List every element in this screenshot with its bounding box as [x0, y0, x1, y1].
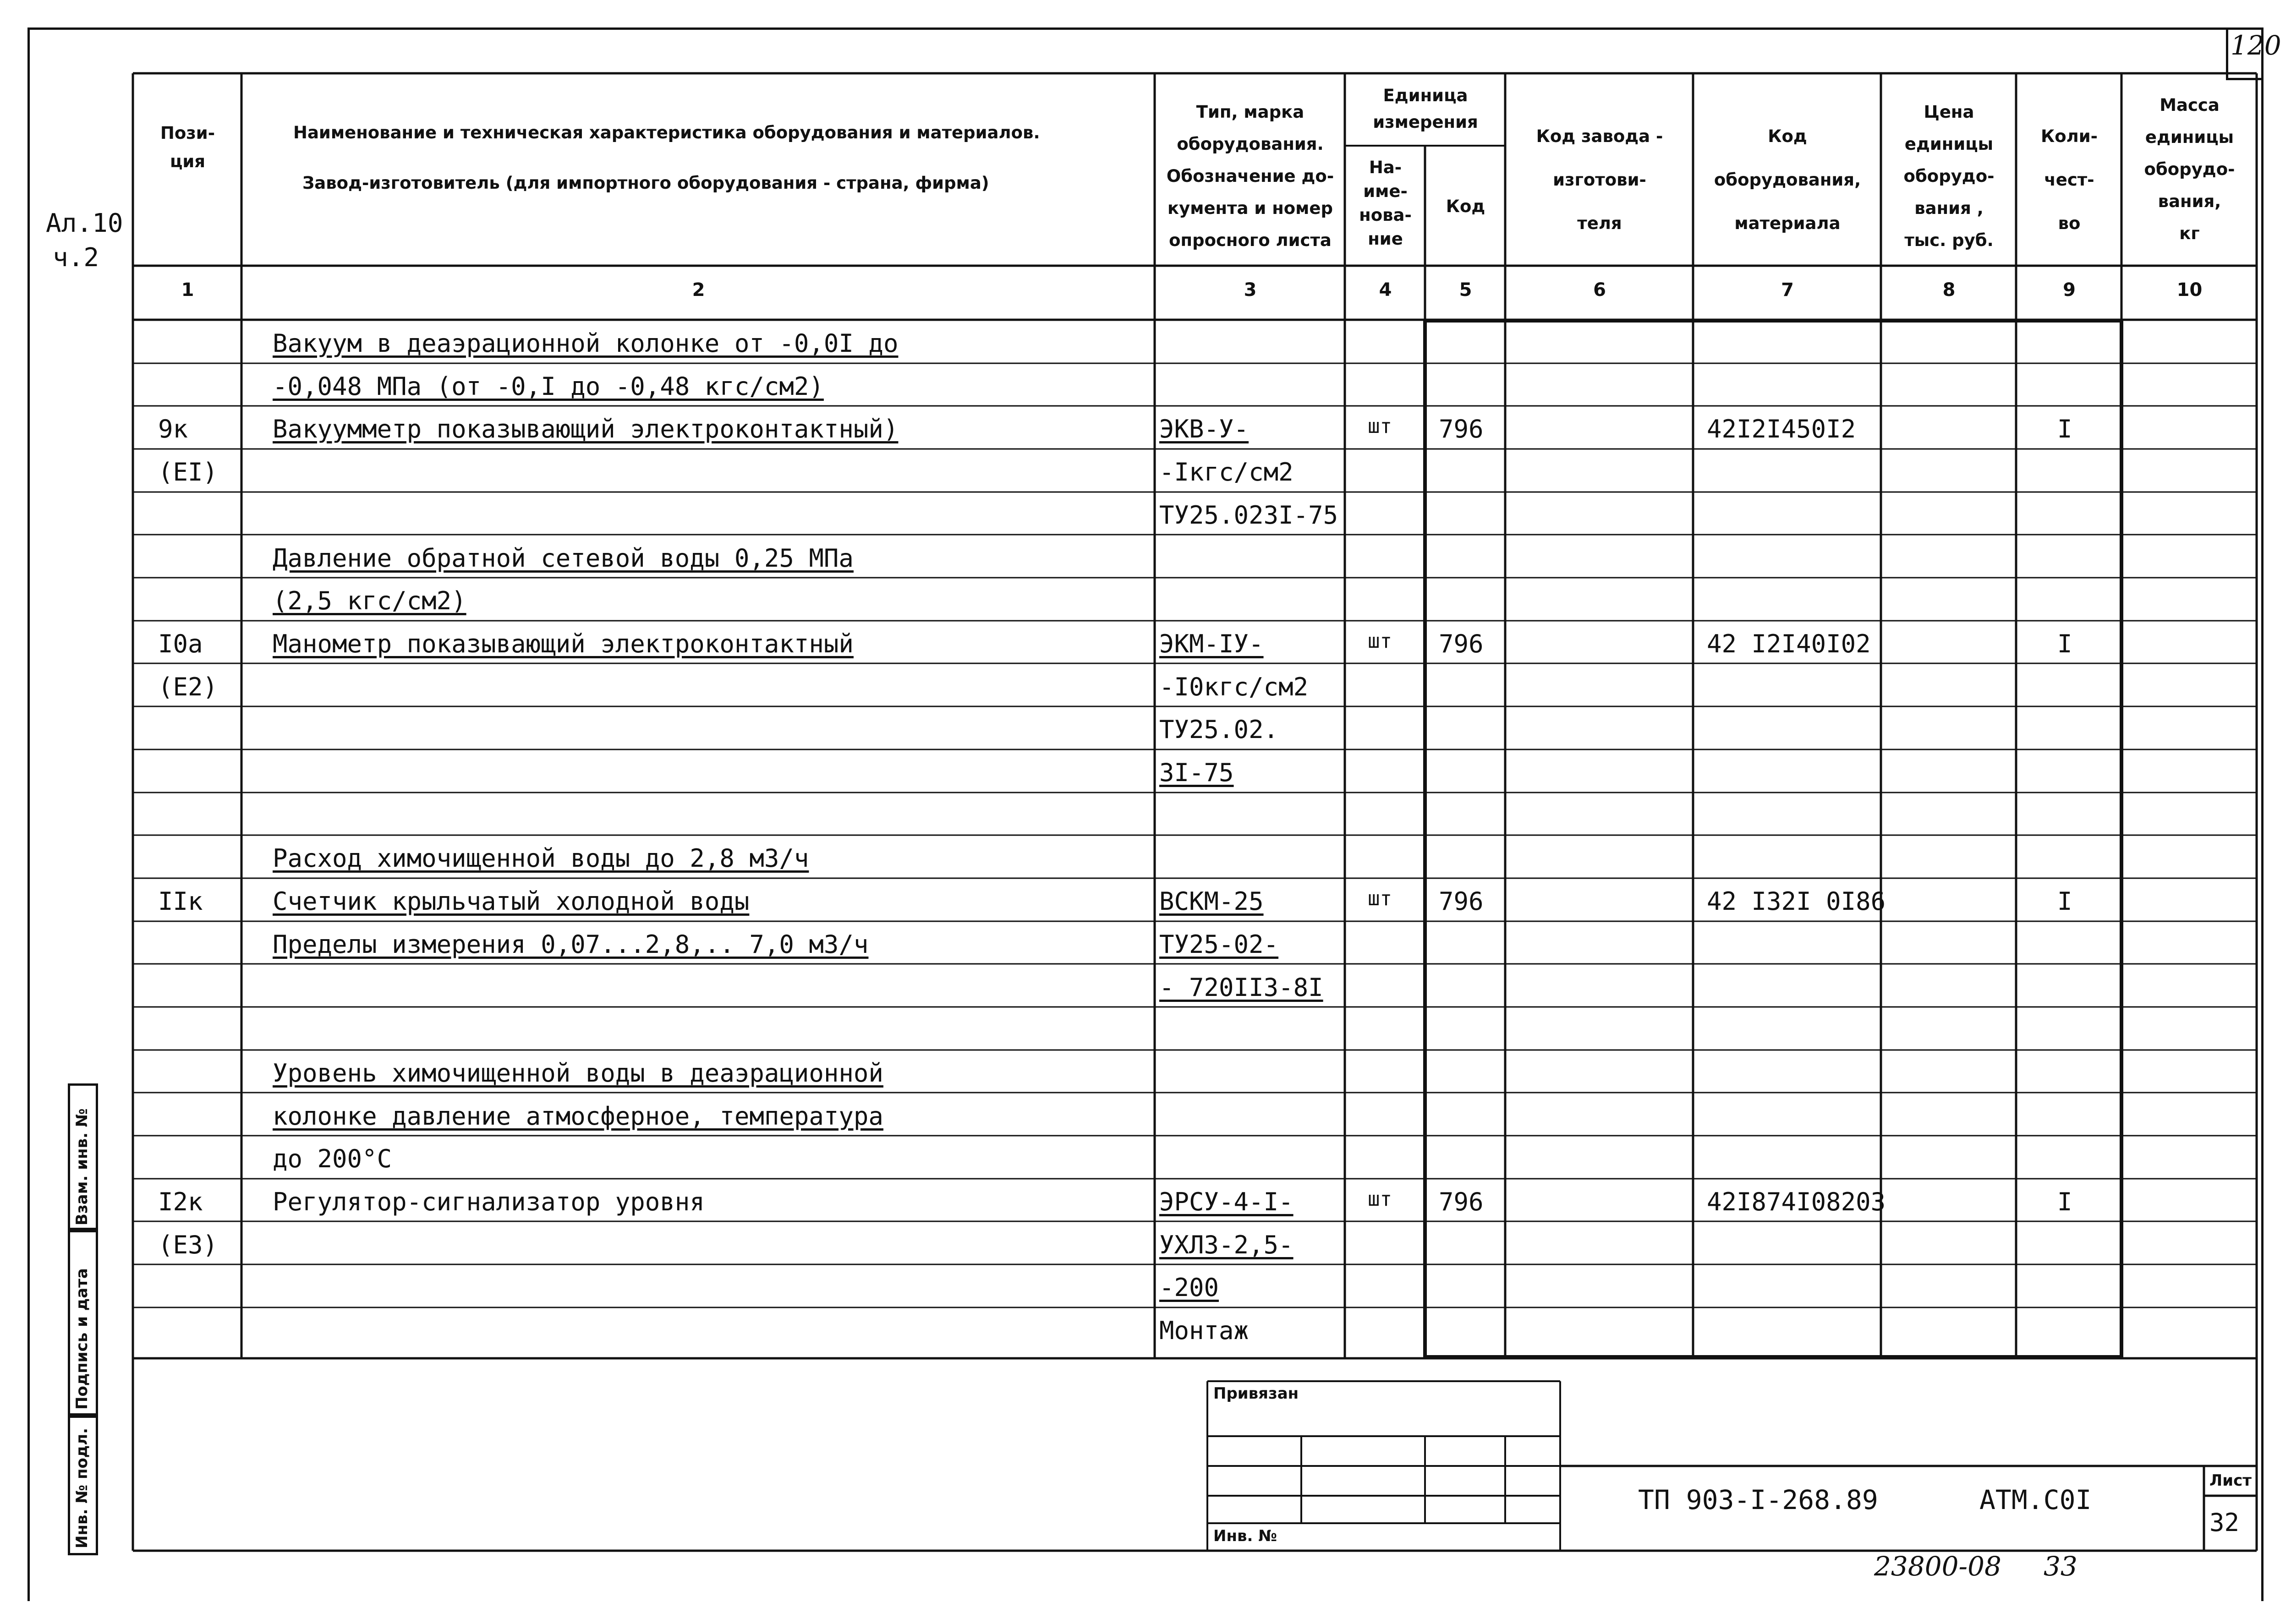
cell-type: - 720II3-8I — [1159, 973, 1323, 1002]
header-unit-name: На- име- нова- ние — [1359, 158, 1412, 249]
cell-quantity: I — [2057, 887, 2072, 916]
cell-name: Регулятор-сигнализатор уровня — [273, 1187, 705, 1216]
header-name-line1: Наименование и техническая характеристика оборудования и материалов. — [293, 123, 1040, 142]
col-number: 10 — [2176, 279, 2203, 301]
cell-unit-code: 796 — [1439, 629, 1484, 658]
stamp-podpis-data: Подпись и дата — [68, 1228, 98, 1418]
cell-name: (2,5 кгс/см2) — [273, 586, 466, 616]
document-mark: АТМ.С0I — [1979, 1484, 2092, 1515]
cell-position: IIк — [158, 887, 203, 916]
col-number: 8 — [1942, 279, 1956, 301]
document-code: ТП 903-I-268.89 — [1638, 1484, 1878, 1515]
col-number: 3 — [1244, 279, 1257, 301]
corner-sheet-number: 120 — [2231, 30, 2281, 61]
col-number: 7 — [1781, 279, 1794, 301]
col-number: 2 — [692, 279, 705, 301]
cell-position: I2к — [158, 1187, 203, 1216]
cell-name: Расход химочищенной воды до 2,8 м3/ч — [273, 844, 809, 873]
cell-type: ТУ25-02- — [1159, 930, 1279, 959]
cell-name: Манометр показывающий электроконтактный — [273, 629, 854, 658]
cell-type: ЭКВ-У- — [1159, 415, 1249, 444]
cell-unit: шт — [1368, 629, 1392, 653]
header-factory-code: Код завода - изготови- теля — [1536, 126, 1663, 233]
title-inv-no: Инв. № — [1213, 1527, 1277, 1545]
archive-page: 33 — [2044, 1551, 2077, 1582]
cell-equipment-code: 42I2I450I2 — [1707, 415, 1856, 444]
cell-name: Вакуумметр показывающий электроконтактный) — [273, 415, 899, 444]
col-number: 1 — [181, 279, 194, 301]
side-ref-part: ч.2 — [53, 243, 99, 273]
cell-unit-code: 796 — [1439, 887, 1484, 916]
header-unit-code: Код — [1446, 197, 1485, 216]
cell-position: I0а — [158, 629, 203, 658]
cell-name: Давление обратной сетевой воды 0,25 МПа — [273, 543, 854, 573]
col-number: 9 — [2063, 279, 2076, 301]
col-number: 5 — [1459, 279, 1472, 301]
stamp-inv-podl: Инв. № подл. — [68, 1413, 98, 1555]
cell-name: Пределы измерения 0,07...2,8,.. 7,0 м3/ч — [273, 930, 869, 959]
cell-position: 9к — [158, 415, 188, 444]
header-type: Тип, марка оборудования. Обозначение до- кумента и номер опросного листа — [1166, 102, 1334, 250]
cell-unit: шт — [1368, 415, 1392, 438]
cell-type: 3I-75 — [1159, 758, 1234, 787]
cell-name: -0,048 МПа (от -0,I до -0,48 кгс/см2) — [273, 372, 824, 401]
cell-position: (E3) — [158, 1230, 218, 1259]
header-position: Пози- ция — [160, 123, 215, 171]
cell-quantity: I — [2057, 629, 2072, 658]
cell-type: -200 — [1159, 1273, 1219, 1302]
header-unit-price: Цена единицы оборудо- вания , тыс. руб. — [1903, 102, 1995, 250]
cell-type: ТУ25.023I-75 — [1159, 500, 1338, 530]
sheet-label: Лист — [2209, 1471, 2252, 1490]
cell-type: Монтаж — [1159, 1316, 1249, 1345]
cell-name: Вакуум в деаэрационной колонке от -0,0I до — [273, 329, 899, 358]
cell-quantity: I — [2057, 415, 2072, 444]
header-quantity: Коли- чест- во — [2040, 126, 2098, 233]
cell-unit: шт — [1368, 1187, 1392, 1211]
cell-name: Счетчик крыльчатый холодной воды — [273, 887, 750, 916]
cell-type: ЭРСУ-4-I- — [1159, 1187, 1293, 1216]
cell-type: ЭКМ-IУ- — [1159, 629, 1264, 658]
cell-equipment-code: 42 I32I 0I86 — [1707, 887, 1886, 916]
title-privyazan: Привязан — [1213, 1384, 1299, 1403]
cell-type: ВСКМ-25 — [1159, 887, 1264, 916]
cell-type: -Iкгс/см2 — [1159, 458, 1293, 487]
header-mass: Масса единицы оборудо- вания, кг — [2144, 95, 2235, 243]
header-unit-group: Единица измерения — [1373, 86, 1478, 132]
cell-name: Уровень химочищенной воды в деаэрационной — [273, 1058, 883, 1088]
col-number: 4 — [1379, 279, 1392, 301]
cell-unit: шт — [1368, 887, 1392, 911]
stamp-vzam-inv: Взам. инв. № — [68, 1083, 98, 1232]
cell-type: УХЛ3-2,5- — [1159, 1230, 1293, 1259]
cell-unit-code: 796 — [1439, 1187, 1484, 1216]
cell-position: (E2) — [158, 672, 218, 701]
cell-quantity: I — [2057, 1187, 2072, 1216]
cell-name: колонке давление атмосферное, температура — [273, 1101, 883, 1131]
cell-name: до 200°С — [273, 1144, 392, 1174]
cell-equipment-code: 42 I2I40I02 — [1707, 629, 1871, 658]
cell-type: ТУ25.02. — [1159, 715, 1279, 744]
cell-position: (EI) — [158, 458, 218, 487]
cell-equipment-code: 42I874I08203 — [1707, 1187, 1886, 1216]
header-equipment-code: Код оборудования, материала — [1714, 126, 1861, 233]
sheet-number: 32 — [2209, 1508, 2240, 1537]
cell-unit-code: 796 — [1439, 415, 1484, 444]
cell-type: -I0кгс/см2 — [1159, 672, 1309, 701]
archive-number: 23800-08 — [1874, 1551, 2001, 1582]
header-name-line2: Завод-изготовитель (для импортного оборудования - страна, фирма) — [302, 173, 989, 193]
side-ref: Ал.10 — [46, 208, 123, 238]
col-number: 6 — [1593, 279, 1606, 301]
